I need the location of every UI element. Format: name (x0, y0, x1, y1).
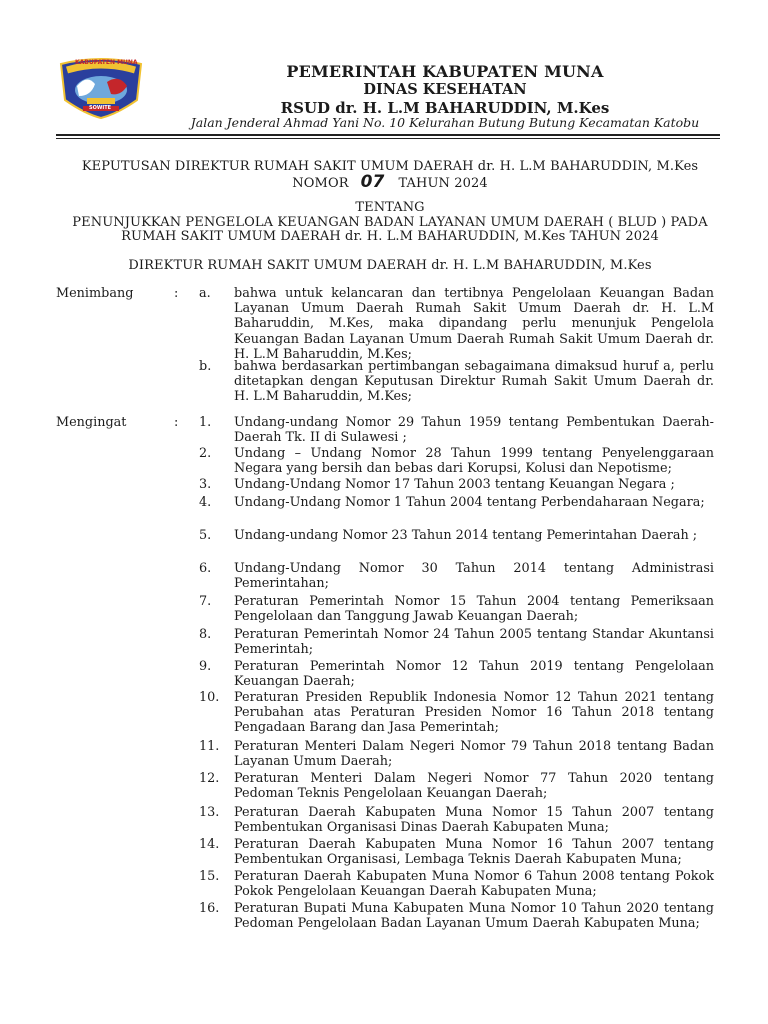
item-text: Peraturan Bupati Muna Kabupaten Muna Nomor 10 Tahun 2020 tentang Pedoman Pengelolaan Badan Layanan Umum Daerah Kabupaten Muna; (234, 901, 714, 932)
logo-text-top: KABUPATEN MUNA (75, 59, 138, 66)
item-text: Peraturan Daerah Kabupaten Muna Nomor 6 Tahun 2008 tentang Pokok Pokok Pengelolaan Keuangan Daerah Kabupaten Muna; (234, 869, 714, 900)
item-text: Peraturan Pemerintah Nomor 12 Tahun 2019 tentang Pengelolaan Keuangan Daerah; (234, 659, 714, 690)
mengingat-colon: : (174, 415, 179, 430)
item-marker: 5. (199, 528, 212, 543)
decree-title: KEPUTUSAN DIREKTUR RUMAH SAKIT UMUM DAERAH dr. H. L.M BAHARUDDIN, M.Kes (81, 159, 699, 174)
mengingat-label: Mengingat (56, 415, 127, 430)
item-text: Peraturan Daerah Kabupaten Muna Nomor 15 Tahun 2007 tentang Pembentukan Organisasi Dinas Daerah Kabupaten Muna; (234, 805, 714, 836)
item-marker: 3. (199, 477, 212, 492)
menimbang-label: Menimbang (56, 286, 134, 301)
item-text: bahwa berdasarkan pertimbangan sebagaimana dimaksud huruf a, perlu ditetapkan dengan Keputusan Direktur Rumah Sakit Umum Daerah dr. H. L.M Baharuddin, M.Kes; (234, 359, 714, 405)
item-text: Undang-undang Nomor 29 Tahun 1959 tentang Pembentukan Daerah-Daerah Tk. II di Sulawesi ; (234, 415, 714, 446)
item-text: Undang-Undang Nomor 1 Tahun 2004 tentang Perbendaharaan Negara; (234, 495, 705, 510)
item-marker: 8. (199, 627, 212, 642)
item-text: Peraturan Menteri Dalam Negeri Nomor 79 Tahun 2018 tentang Badan Layanan Umum Daerah; (234, 739, 714, 770)
item-marker: 6. (199, 561, 212, 576)
item-text: Peraturan Pemerintah Nomor 24 Tahun 2005 tentang Standar Akuntansi Pemerintah; (234, 627, 714, 658)
item-marker: 7. (199, 594, 212, 609)
item-text: Peraturan Presiden Republik Indonesia Nomor 12 Tahun 2021 tentang Perubahan atas Peraturan Presiden Nomor 16 Tahun 2018 tentang Pengadaan Barang dan Jasa Pemerintah; (234, 690, 714, 736)
item-marker: 10. (199, 690, 220, 705)
menimbang-colon: : (174, 286, 179, 301)
item-text: Undang-Undang Nomor 17 Tahun 2003 tentang Keuangan Negara ; (234, 477, 675, 492)
tentang-heading: TENTANG (355, 200, 425, 215)
item-text: Undang-undang Nomor 23 Tahun 2014 tentang Pemerintahan Daerah ; (234, 528, 698, 543)
item-text: Peraturan Pemerintah Nomor 15 Tahun 2004 tentang Pemeriksaan Pengelolaan dan Tanggung Jawab Keuangan Daerah; (234, 594, 714, 625)
item-marker: 13. (199, 805, 220, 820)
item-marker: 9. (199, 659, 212, 674)
item-marker: 2. (199, 446, 212, 461)
item-marker: b. (199, 359, 212, 374)
nomor-value-handwritten: 07 (360, 172, 385, 192)
item-text: Peraturan Daerah Kabupaten Muna Nomor 16 Tahun 2007 tentang Pembentukan Organisasi, Lembaga Teknis Daerah Kabupaten Muna; (234, 837, 714, 868)
subject-line-2: RUMAH SAKIT UMUM DAERAH dr. H. L.M BAHARUDDIN, M.Kes TAHUN 2024 (121, 229, 659, 244)
item-marker: a. (199, 286, 211, 301)
item-marker: 11. (199, 739, 220, 754)
letterhead-rule-thin (56, 138, 720, 139)
subject-line-1: PENUNJUKKAN PENGELOLA KEUANGAN BADAN LAYANAN UMUM DAERAH ( BLUD ) PADA (72, 215, 708, 230)
item-marker: 1. (199, 415, 212, 430)
letterhead-hospital: RSUD dr. H. L.M BAHARUDDIN, M.Kes (280, 99, 610, 117)
item-marker: 16. (199, 901, 220, 916)
item-text: Peraturan Menteri Dalam Negeri Nomor 77 Tahun 2020 tentang Pedoman Teknis Pengelolaan Keuangan Daerah; (234, 771, 714, 802)
item-marker: 12. (199, 771, 220, 786)
item-marker: 14. (199, 837, 220, 852)
item-text: bahwa untuk kelancaran dan tertibnya Pengelolaan Keuangan Badan Layanan Umum Daerah Rumah Sakit Umum Daerah dr. H. L.M Baharuddin, M.Kes, maka dipandang perlu menunjuk Pengelola Keuangan Badan Layanan Umum Daerah Rumah Sakit Umum Daerah dr. H. L.M Baharuddin, M.Kes; (234, 286, 714, 362)
logo-text-bottom: SOWITE (89, 105, 112, 111)
item-text: Undang – Undang Nomor 28 Tahun 1999 tentang Penyelenggaraan Negara yang bersih dan bebas dari Korupsi, Kolusi dan Nepotisme; (234, 446, 714, 477)
nomor-label: NOMOR (292, 176, 349, 191)
letterhead-agency: DINAS KESEHATAN (363, 81, 527, 98)
letterhead-rule-thick (56, 134, 720, 136)
tahun-label: TAHUN 2024 (398, 176, 488, 191)
kabupaten-muna-logo (57, 56, 145, 120)
letterhead-address: Jalan Jenderal Ahmad Yani No. 10 Kelurahan Butung Butung Kecamatan Katobu (190, 115, 700, 130)
decree-number-line (40, 172, 740, 192)
item-text: Undang-Undang Nomor 30 Tahun 2014 tentang Administrasi Pemerintahan; (234, 561, 714, 592)
letterhead-government: PEMERINTAH KABUPATEN MUNA (286, 62, 604, 81)
item-marker: 4. (199, 495, 212, 510)
director-heading: DIREKTUR RUMAH SAKIT UMUM DAERAH dr. H. L.M BAHARUDDIN, M.Kes (128, 258, 652, 273)
item-marker: 15. (199, 869, 220, 884)
